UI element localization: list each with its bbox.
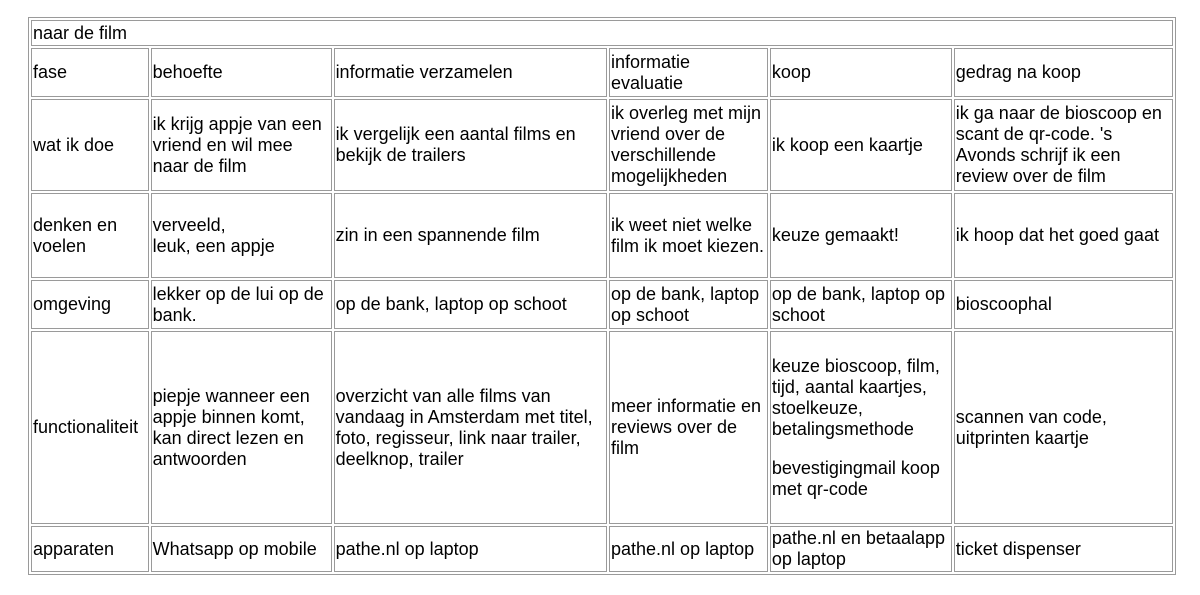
header-behoefte: behoefte xyxy=(151,48,332,97)
table-title-row xyxy=(31,20,1173,46)
table-row-fase xyxy=(31,48,1173,97)
table-cell: op de bank, laptop op schoot xyxy=(770,280,952,329)
table-row-functionaliteit xyxy=(31,331,1173,524)
table-cell: ticket dispenser xyxy=(954,526,1173,572)
customer-journey-table xyxy=(28,17,1176,575)
row-label-fase: fase xyxy=(31,48,149,97)
header-informatie-verzamelen: informatie verzamelen xyxy=(334,48,607,97)
table-cell: piepje wanneer een appje binnen komt, kan direct lezen en antwoorden xyxy=(151,331,332,524)
table-cell: meer informatie en reviews over de film xyxy=(609,331,768,524)
table-cell: ik vergelijk een aantal films en bekijk de trailers xyxy=(334,99,607,191)
cell-text-multiline: verveeld, leuk, een appje xyxy=(152,214,275,256)
table-title: naar de film xyxy=(31,20,1173,46)
table-row-wat-ik-doe xyxy=(31,99,1173,191)
table-row-apparaten xyxy=(31,526,1173,572)
table-cell: pathe.nl en betaalapp op laptop xyxy=(770,526,952,572)
cell-paragraph: bevestigingmail koop met qr-code xyxy=(771,457,940,499)
table-cell xyxy=(151,193,332,278)
header-informatie-evaluatie: informatie evaluatie xyxy=(609,48,768,97)
table-row-denken-en-voelen xyxy=(31,193,1173,278)
table-cell: pathe.nl op laptop xyxy=(334,526,607,572)
header-koop: koop xyxy=(770,48,952,97)
table-row-omgeving xyxy=(31,280,1173,329)
table-cell: keuze gemaakt! xyxy=(770,193,952,278)
table-cell: scannen van code, uitprinten kaartje xyxy=(954,331,1173,524)
table-cell: zin in een spannende film xyxy=(334,193,607,278)
row-label-wat-ik-doe: wat ik doe xyxy=(31,99,149,191)
table-cell: ik ga naar de bioscoop en scant de qr-code. 's Avonds schrijf ik een review over de film xyxy=(954,99,1173,191)
cell-paragraph: keuze bioscoop, film, tijd, aantal kaartjes, stoelkeuze, betalingsmethode xyxy=(771,355,940,439)
table-cell: Whatsapp op mobile xyxy=(151,526,332,572)
table-cell: op de bank, laptop op schoot xyxy=(334,280,607,329)
header-gedrag-na-koop: gedrag na koop xyxy=(954,48,1173,97)
table-cell: lekker op de lui op de bank. xyxy=(151,280,332,329)
table-cell: ik krijg appje van een vriend en wil mee naar de film xyxy=(151,99,332,191)
table-cell: ik overleg met mijn vriend over de verschillende mogelijkheden xyxy=(609,99,768,191)
table-cell: overzicht van alle films van vandaag in Amsterdam met titel, foto, regisseur, link naar trailer, deelknop, trailer xyxy=(334,331,607,524)
table-cell: ik koop een kaartje xyxy=(770,99,952,191)
row-label-apparaten: apparaten xyxy=(31,526,149,572)
row-label-denken-en-voelen: denken en voelen xyxy=(31,193,149,278)
table-cell: ik hoop dat het goed gaat xyxy=(954,193,1173,278)
table-cell: op de bank, laptop op schoot xyxy=(609,280,768,329)
table-cell xyxy=(770,331,952,524)
row-label-omgeving: omgeving xyxy=(31,280,149,329)
table-cell: pathe.nl op laptop xyxy=(609,526,768,572)
table-cell: bioscoophal xyxy=(954,280,1173,329)
row-label-functionaliteit: functionaliteit xyxy=(31,331,149,524)
table-cell: ik weet niet welke film ik moet kiezen. xyxy=(609,193,768,278)
